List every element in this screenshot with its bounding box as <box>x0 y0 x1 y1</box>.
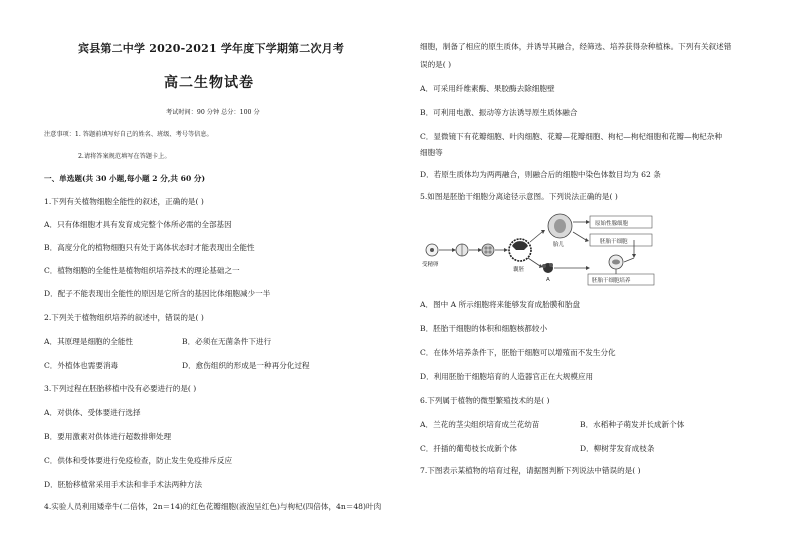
q2-option-c: C．外植体也需要消毒 <box>44 361 119 370</box>
q4-option-d: D．若原生质体均为两两融合，则融合后的细胞中染色体数目均为 62 条 <box>420 170 661 179</box>
label-primordial-germ-cell: 原始性腺细胞 <box>595 221 629 227</box>
q5-diagram <box>420 206 660 286</box>
label-zygote: 受精卵 <box>422 262 439 268</box>
q6-stem: 6.下列属于植物的微型繁殖技术的是( ) <box>420 396 550 405</box>
note-1: 注意事项：1. 答题前填写好自己的姓名、班级、考号等信息。 <box>44 131 213 138</box>
q6-option-d: D．柳树芽发育成枝条 <box>580 444 655 453</box>
q6-option-c: C．扦插的葡萄枝长成新个体 <box>420 444 517 453</box>
q4-option-b: B．可利用电激、振动等方法诱导原生质体融合 <box>420 108 578 117</box>
q2-option-d: D．愈伤组织的形成是一种再分化过程 <box>182 361 310 370</box>
q1-option-b: B．高度分化的植物细胞只有处于离体状态时才能表现出全能性 <box>44 243 255 252</box>
exam-meta: 考试时间：90 分钟 总分：100 分 <box>166 109 260 116</box>
label-esc-culture: 胚胎干细胞培养 <box>592 278 631 284</box>
q2-stem: 2.下列关于植物组织培养的叙述中，错误的是( ) <box>44 313 204 322</box>
q3-option-b: B．要用激素对供体进行超数排卵处理 <box>44 432 172 441</box>
label-embryonic-stem-cell: 胚胎干细胞 <box>600 239 628 245</box>
label-fetus: 胎儿 <box>553 242 565 248</box>
school-title: 宾县第二中学 2020-2021 学年度下学期第二次月考 <box>78 42 345 55</box>
q3-option-a: A．对供体、受体要进行选择 <box>44 408 141 417</box>
q6-option-a: A．兰花的茎尖组织培育成兰花幼苗 <box>420 420 540 429</box>
q2-option-b: B．必须在无菌条件下进行 <box>182 337 272 346</box>
q5-option-c: C．在体外培养条件下，胚胎干细胞可以增殖而不发生分化 <box>420 348 616 357</box>
q2-option-a: A．其原理是细胞的全能性 <box>44 337 134 346</box>
q4-option-c-continued: 细胞等 <box>420 148 443 157</box>
q4-stem: 4.实验人员利用矮牵牛(二倍体，2n＝14)的红色花瓣细胞(液泡呈红色)与枸杞(四倍体，4n＝48)叶肉 <box>44 502 382 511</box>
q4-stem-continued: 细胞，制备了相应的原生质体，并诱导其融合，经筛选、培养获得杂种植株。下列有关叙述错 <box>420 42 732 51</box>
q5-option-b: B．胚胎干细胞的体积和细胞核都较小 <box>420 324 548 333</box>
q3-option-c: C．供体和受体要进行免疫检查，防止发生免疫排斥反应 <box>44 456 233 465</box>
note-2: 2.请将答案规范填写在答题卡上。 <box>78 153 171 160</box>
q4-option-c: C．显微镜下有花瓣细胞、叶肉细胞、花瓣—花瓣细胞、枸杞—枸杞细胞和花瓣—枸杞杂种 <box>420 132 722 141</box>
q1-option-a: A．只有体细胞才具有发育成完整个体所必需的全部基因 <box>44 220 232 229</box>
q1-stem: 1.下列有关植物细胞全能性的叙述，正确的是( ) <box>44 197 204 206</box>
q5-option-d: D．利用胚胎干细胞培育的人造器官正在大规模应用 <box>420 372 594 381</box>
q1-option-c: C．植物细胞的全能性是植物组织培养技术的理论基础之一 <box>44 266 240 275</box>
q5-option-a: A．图中 A 所示细胞将来能够发育成胎膜和胎盘 <box>420 300 581 309</box>
label-a: A <box>546 277 550 283</box>
q5-stem: 5.如图是胚胎干细胞分离途径示意图。下列说法正确的是( ) <box>420 192 618 201</box>
exam-title: 高二生物试卷 <box>164 75 254 91</box>
q6-option-b: B．水稻种子萌发并长成新个体 <box>580 420 685 429</box>
section-heading: 一、单选题(共 30 小题,每小题 2 分,共 60 分) <box>44 174 206 183</box>
q4-option-a: A．可采用纤维素酶、果胶酶去除细胞壁 <box>420 84 555 93</box>
q3-option-d: D．胚胎移植常采用手术法和非手术法两种方法 <box>44 480 202 489</box>
q3-stem: 3.下列过程在胚胎移植中没有必要进行的是( ) <box>44 384 197 393</box>
q1-option-d: D．配子不能表现出全能性的原因是它所含的基因比体细胞减少一半 <box>44 289 271 298</box>
q4-stem-continued-2: 误的是( ) <box>420 60 452 69</box>
label-blastocyst: 囊胚 <box>513 267 525 273</box>
q7-stem: 7.下图表示某植物的培育过程，请据图判断下列说法中错误的是( ) <box>420 466 641 475</box>
